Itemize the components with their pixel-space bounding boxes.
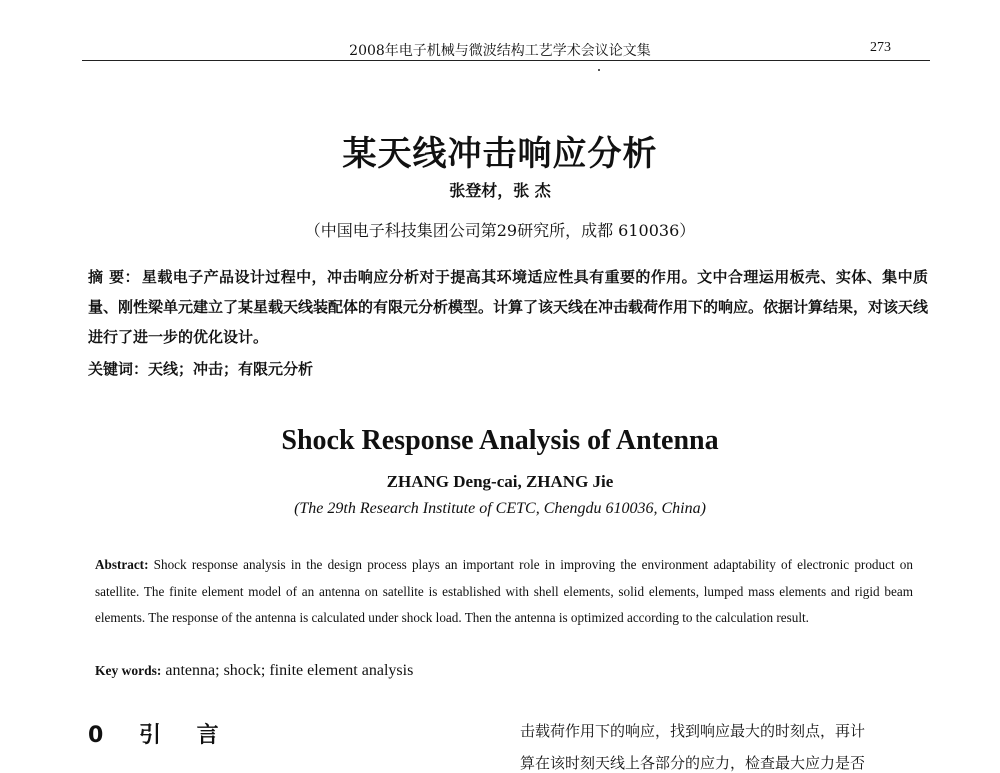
- running-header: 2008年电子机械与微波结构工艺学术会议论文集: [349, 43, 651, 59]
- header-rule: [82, 60, 930, 61]
- page-number: 273: [870, 40, 891, 55]
- scan-speck: [598, 69, 600, 71]
- body-text-line: 算在该时刻天线上各部分的应力，检查最大应力是否: [520, 754, 866, 772]
- cn-keywords: [88, 358, 313, 379]
- en-keywords-text: antenna; shock; finite element analysis: [161, 662, 414, 679]
- cn-keywords-text: 天线；冲击；有限元分析: [148, 360, 314, 378]
- en-keywords-label: Key words:: [95, 663, 162, 678]
- cn-authors: 张登材，张 杰: [449, 181, 551, 200]
- cn-keywords-label: 关键词：: [88, 360, 149, 378]
- cn-paper-title: 某天线冲击响应分析: [342, 134, 658, 174]
- cn-abstract-label: 摘 要：: [88, 268, 140, 286]
- en-abstract-text: Shock response analysis in the design process plays an important role in improving the environment adaptability of electronic product on satellite. The finite element model of an antenna on satellite is established with shell elements, solid elements, lumped mass elements and rigid beam elements. The response of the antenna is calculated under shock load. Then the antenna is optimized according to the calculation result.: [95, 557, 913, 625]
- en-authors: ZHANG Deng-cai, ZHANG Jie: [386, 472, 614, 491]
- body-text-line: 击载荷作用下的响应，找到响应最大的时刻点，再计: [520, 722, 866, 740]
- cn-abstract-text: 星载电子产品设计过程中，冲击响应分析对于提高其环境适应性具有重要的作用。文中合理运用板壳、实体、集中质量、刚性梁单元建立了某星载天线装配体的有限元分析模型。计算了该天线在冲击载荷作用下的响应。依据计算结果，对该天线进行了进一步的优化设计。: [88, 268, 929, 346]
- en-keywords: [95, 662, 413, 680]
- cn-affiliation: （中国电子科技集团公司第29研究所，成都 610036）: [304, 221, 696, 240]
- en-paper-title: Shock Response Analysis of Antenna: [281, 425, 719, 456]
- en-affiliation: (The 29th Research Institute of CETC, Chengdu 610036, China): [294, 500, 706, 517]
- cn-abstract: [88, 262, 928, 352]
- en-abstract: [95, 552, 913, 632]
- en-abstract-label: Abstract:: [95, 557, 149, 572]
- section-heading-introduction: 0 引 言: [88, 723, 233, 748]
